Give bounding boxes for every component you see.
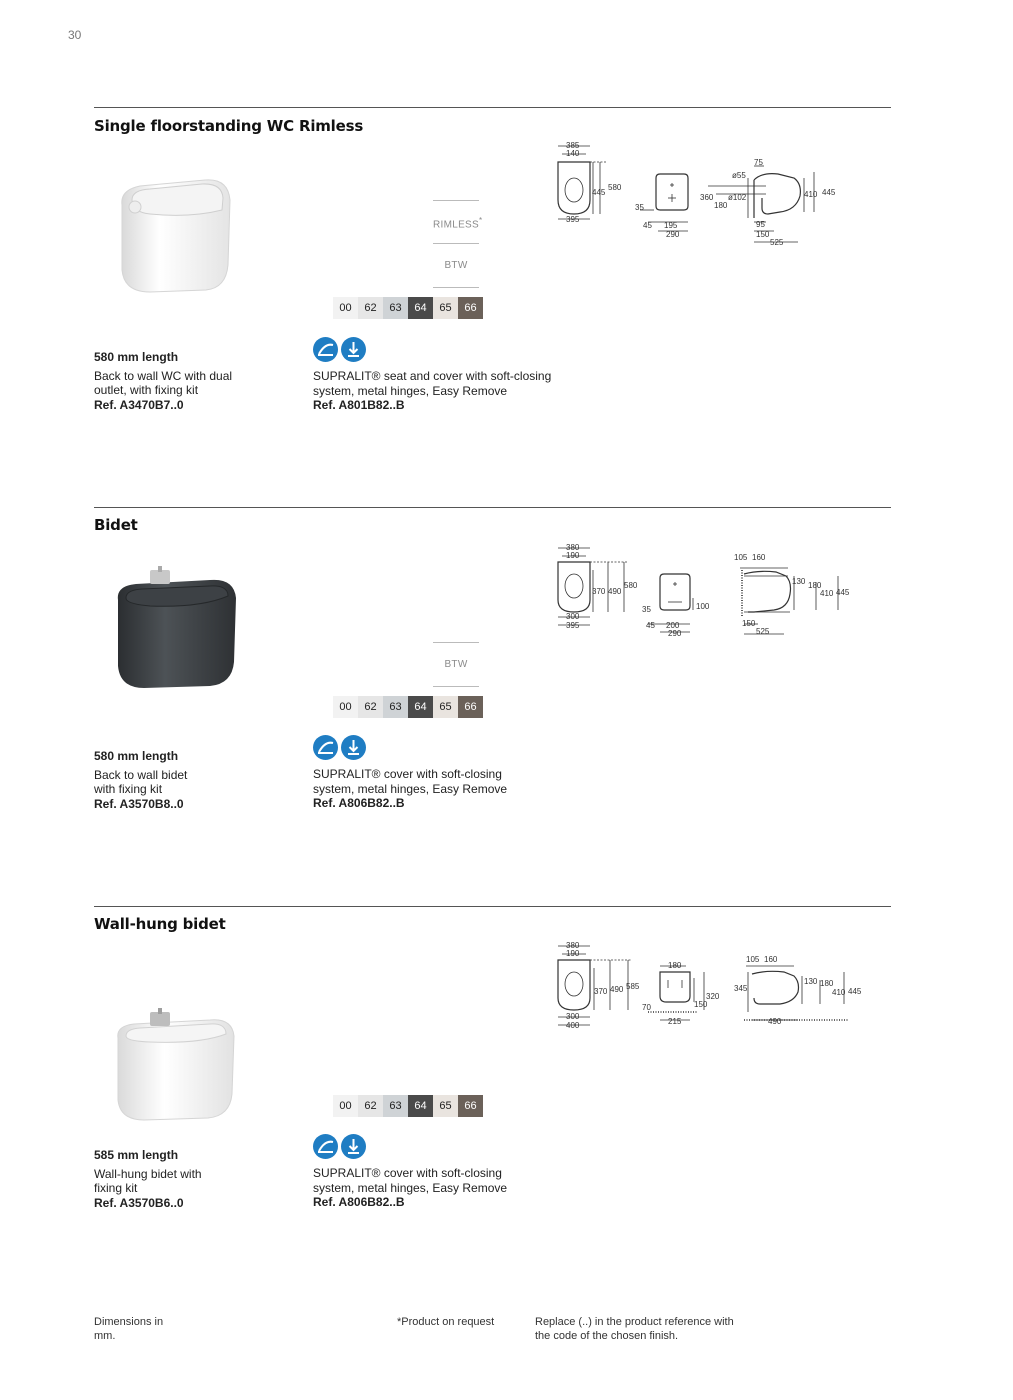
soft-close-icon: [313, 337, 338, 362]
seat-description: SUPRALIT® seat and cover with soft-closing system, metal hinges, Easy Remove: [313, 369, 552, 398]
bidet-product-photo: [110, 562, 245, 712]
swatch: 65: [433, 297, 458, 319]
dim-label: 150: [694, 1000, 708, 1009]
dim-label: 140: [566, 149, 580, 158]
dim-label: 525: [756, 627, 770, 636]
dim-label: 585: [626, 982, 640, 991]
product-info: [94, 749, 284, 811]
dim-label: 130: [804, 977, 818, 986]
swatch: 65: [433, 1095, 458, 1117]
tag-separator: [433, 686, 479, 687]
swatch: 64: [408, 696, 433, 718]
easy-remove-icon: [341, 1134, 366, 1159]
dim-label: 370: [592, 587, 606, 596]
dim-label: 200: [666, 621, 680, 630]
product-ref: Ref. A3570B8..0: [94, 796, 184, 811]
dim-label: 400: [566, 1021, 580, 1030]
product-description: Wall-hung bidet with fixing kit: [94, 1166, 202, 1195]
section-title-wall-hung-bidet: Wall-hung bidet: [94, 915, 226, 933]
dim-label: 580: [624, 581, 638, 590]
easy-remove-icon: [341, 337, 366, 362]
technical-drawing-bidet: [548, 540, 858, 645]
swatch: 66: [458, 696, 483, 718]
swatch: 63: [383, 297, 408, 319]
color-swatches: [333, 1095, 483, 1117]
feature-icons: [313, 337, 366, 362]
swatch: 62: [358, 1095, 383, 1117]
dim-label: 360: [700, 193, 714, 202]
seat-info: [313, 369, 573, 413]
soft-close-icon: [313, 1134, 338, 1159]
dim-label: 35: [642, 605, 651, 614]
seat-ref: Ref. A806B82..B: [313, 796, 405, 810]
swatch: 00: [333, 1095, 358, 1117]
dim-label: 180: [820, 979, 834, 988]
dim-label: 345: [734, 984, 748, 993]
easy-remove-icon: [341, 735, 366, 760]
dim-label: 160: [752, 553, 766, 562]
section-divider: [94, 107, 891, 108]
dim-label: 180: [808, 581, 822, 590]
section-title-wc-rimless: Single floorstanding WC Rimless: [94, 117, 364, 135]
dim-label: 300: [566, 1012, 580, 1021]
dim-label: 410: [804, 190, 818, 199]
swatch: 00: [333, 297, 358, 319]
btw-tag: BTW: [444, 260, 468, 271]
dim-label: 190: [566, 949, 580, 958]
dim-label: 580: [608, 183, 622, 192]
dim-label: 445: [592, 188, 606, 197]
dim-label: 290: [668, 629, 682, 638]
product-description: Back to wall bidet with fixing kit: [94, 767, 188, 796]
product-ref: Ref. A3470B7..0: [94, 397, 184, 412]
soft-close-icon: [313, 735, 338, 760]
swatch: 62: [358, 297, 383, 319]
rimless-tag: RIMLESS*: [433, 216, 483, 231]
page-number: 30: [68, 28, 82, 42]
dim-label: 45: [646, 621, 655, 630]
product-length: 580 mm length: [94, 350, 179, 364]
dim-label: 380: [566, 941, 580, 950]
swatch: 63: [383, 1095, 408, 1117]
swatch: 64: [408, 1095, 433, 1117]
swatch: 63: [383, 696, 408, 718]
section-divider: [94, 507, 891, 508]
dim-label: 525: [770, 238, 784, 247]
seat-info: [313, 767, 573, 811]
dim-label: 445: [836, 588, 850, 597]
dim-label: 395: [566, 621, 580, 630]
dim-label: ø102: [728, 193, 747, 202]
seat-ref: Ref. A801B82..B: [313, 398, 405, 412]
product-info: [94, 350, 284, 412]
wc-product-photo: [110, 170, 245, 320]
dim-label: 490: [608, 587, 622, 596]
product-info: [94, 1148, 284, 1210]
wall-hung-bidet-product-photo: [110, 1000, 245, 1150]
tag-separator: [433, 200, 479, 201]
product-description: Back to wall WC with dual outlet, with fixing kit: [94, 368, 233, 397]
product-length: 580 mm length: [94, 749, 179, 763]
dim-label: 300: [566, 612, 580, 621]
feature-icons: [313, 1134, 366, 1159]
dim-label: 180: [668, 961, 682, 970]
dim-label: 100: [696, 602, 710, 611]
dim-label: 490: [610, 985, 624, 994]
dim-label: 320: [706, 992, 720, 1001]
dim-label: 150: [756, 230, 770, 239]
dim-label: 410: [820, 589, 834, 598]
dim-label: 75: [754, 158, 763, 167]
swatch: 65: [433, 696, 458, 718]
dim-label: 150: [742, 619, 756, 628]
swatch: 00: [333, 696, 358, 718]
dim-label: 95: [756, 220, 765, 229]
dim-label: 490: [768, 1017, 782, 1026]
dim-label: 190: [566, 551, 580, 560]
dim-label: 215: [668, 1017, 682, 1026]
swatch: 66: [458, 297, 483, 319]
section-divider: [94, 906, 891, 907]
color-swatches: [333, 696, 483, 718]
swatch: 64: [408, 297, 433, 319]
dim-label: 395: [566, 215, 580, 224]
tag-separator: [433, 287, 479, 288]
dim-label: 380: [566, 543, 580, 552]
seat-description: SUPRALIT® cover with soft-closing system, metal hinges, Easy Remove: [313, 767, 508, 796]
technical-drawing-wc: [548, 138, 848, 258]
dim-label: 160: [764, 955, 778, 964]
dim-label: 180: [714, 201, 728, 210]
footer-replace-note: Replace (..) in the product reference with the code of the chosen finish.: [535, 1316, 734, 1342]
swatch: 62: [358, 696, 383, 718]
dim-label: 410: [832, 988, 846, 997]
dim-label: 105: [746, 955, 760, 964]
technical-drawing-wall-hung-bidet: [548, 940, 868, 1040]
dim-label: 385: [566, 141, 580, 150]
dim-label: 105: [734, 553, 748, 562]
dim-label: ø55: [732, 171, 746, 180]
color-swatches: [333, 297, 483, 319]
dim-label: 445: [822, 188, 836, 197]
btw-tag: BTW: [444, 659, 468, 670]
dim-label: 370: [594, 987, 608, 996]
footer-on-request-note: *Product on request: [397, 1316, 495, 1328]
seat-ref: Ref. A806B82..B: [313, 1195, 405, 1209]
swatch: 66: [458, 1095, 483, 1117]
section-title-bidet: Bidet: [94, 516, 138, 534]
footer-dimensions-note: Dimensions in mm.: [94, 1316, 164, 1342]
product-length: 585 mm length: [94, 1148, 179, 1162]
feature-icons: [313, 735, 366, 760]
dim-label: 35: [635, 203, 644, 212]
tag-separator: [433, 642, 479, 643]
dim-label: 290: [666, 230, 680, 239]
seat-info: [313, 1166, 573, 1210]
product-ref: Ref. A3570B6..0: [94, 1195, 184, 1210]
dim-label: 70: [642, 1003, 651, 1012]
seat-description: SUPRALIT® cover with soft-closing system, metal hinges, Easy Remove: [313, 1166, 508, 1195]
dim-label: 195: [664, 221, 678, 230]
dim-label: 45: [643, 221, 652, 230]
dim-label: 130: [792, 577, 806, 586]
tag-separator: [433, 243, 479, 244]
dim-label: 445: [848, 987, 862, 996]
